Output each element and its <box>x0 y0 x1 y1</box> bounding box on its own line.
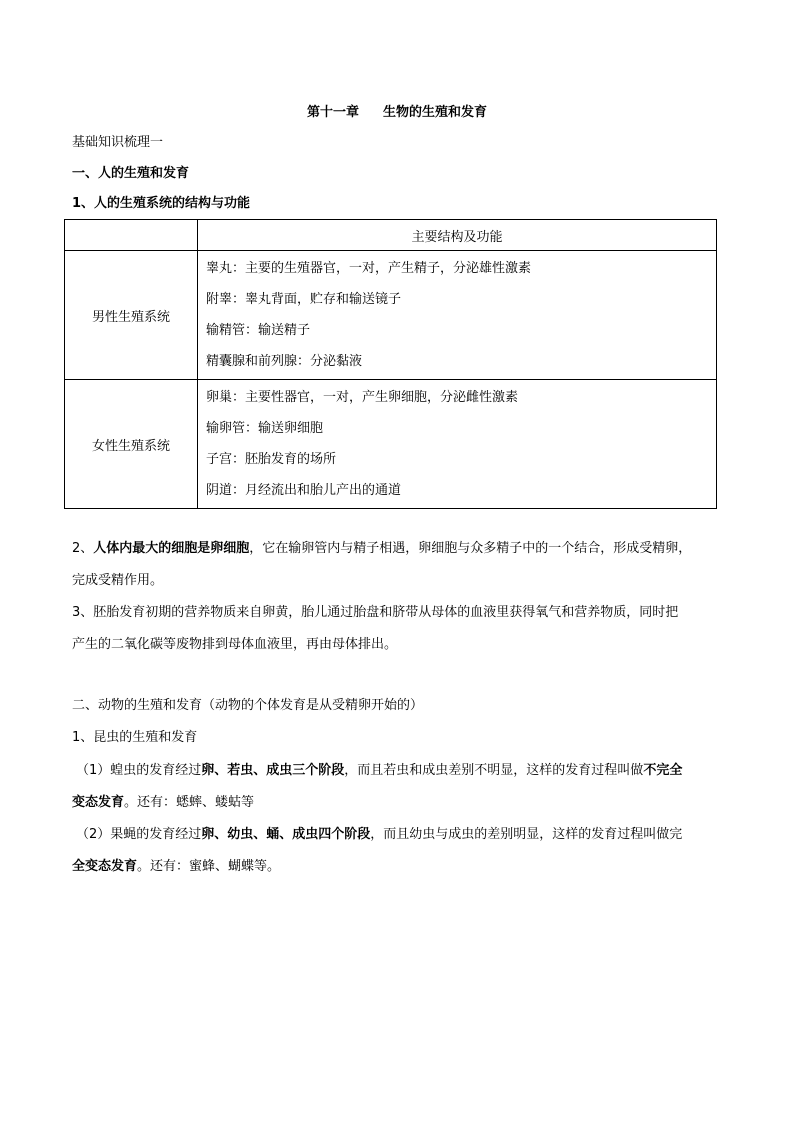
section1-subheading: 1、人的生殖系统的结构与功能 <box>72 196 251 211</box>
largest-cell-highlight: 人体内最大的细胞是卵细胞 <box>93 541 250 556</box>
section1-heading: 一、人的生殖和发育 <box>72 166 190 181</box>
item-1: （1）蝗虫的发育经过卵、若虫、成虫三个阶段，而且若虫和成虫差别不明显，这样的发育过程叫做不完全 变态发育。还有：蟋蟀、蝼蛄等 <box>72 763 683 810</box>
table-header-row <box>65 220 717 251</box>
female-item-ovary: 卵巢：主要性器官，一对，产生卵细胞，分泌雌性激素 <box>206 390 519 405</box>
male-item-glands: 精囊腺和前列腺：分泌黏液 <box>206 354 363 369</box>
male-item-testis: 睾丸：主要的生殖器官，一对，产生精子，分泌雄性激素 <box>206 261 532 276</box>
section2-subheading: 1、昆虫的生殖和发育 <box>72 730 198 745</box>
female-item-vagina: 阴道：月经流出和胎儿产出的通道 <box>206 483 402 498</box>
table-row-female <box>65 380 717 509</box>
female-system-label: 女性生殖系统 <box>65 380 198 509</box>
female-item-oviduct: 输卵管：输送卵细胞 <box>206 421 324 436</box>
subtitle: 基础知识梳理一 <box>72 135 164 150</box>
paragraph-2: 2、人体内最大的细胞是卵细胞，它在输卵管内与精子相遇，卵细胞与众多精子中的一个结合，形成受精卵， 完成受精作用。 <box>72 541 692 588</box>
male-system-label: 男性生殖系统 <box>65 251 198 380</box>
table-row-male <box>65 251 717 380</box>
table-header-empty <box>65 220 198 251</box>
paragraph-3: 3、胚胎发育初期的营养物质来自卵黄，胎儿通过胎盘和脐带从母体的血液里获得氧气和营养物质，同时把 产生的二氧化碳等废物排到母体血液里，再由母体排出。 <box>72 605 679 652</box>
item-2: （2）果蝇的发育经过卵、幼虫、蛹、成虫四个阶段，而且幼虫与成虫的差别明显，这样的发育过程叫做完 全变态发育。还有：蜜蜂、蝴蝶等。 <box>72 827 683 874</box>
section2-heading: 二、动物的生殖和发育（动物的个体发育是从受精卵开始的） <box>72 698 424 713</box>
chapter-name: 生物的生殖和发育 <box>383 105 488 120</box>
female-system-items <box>198 380 717 509</box>
page-title <box>0 101 794 120</box>
male-item-epididymis: 附睾：睾丸背面，贮存和输送镜子 <box>206 292 402 307</box>
chapter-number: 第十一章 <box>306 105 359 120</box>
female-item-uterus: 子宫：胚胎发育的场所 <box>206 452 337 467</box>
male-system-items <box>198 251 717 380</box>
reproductive-system-table <box>64 219 717 509</box>
male-item-vas-deferens: 输精管：输送精子 <box>206 323 311 338</box>
table-header-cell: 主要结构及功能 <box>198 220 717 251</box>
